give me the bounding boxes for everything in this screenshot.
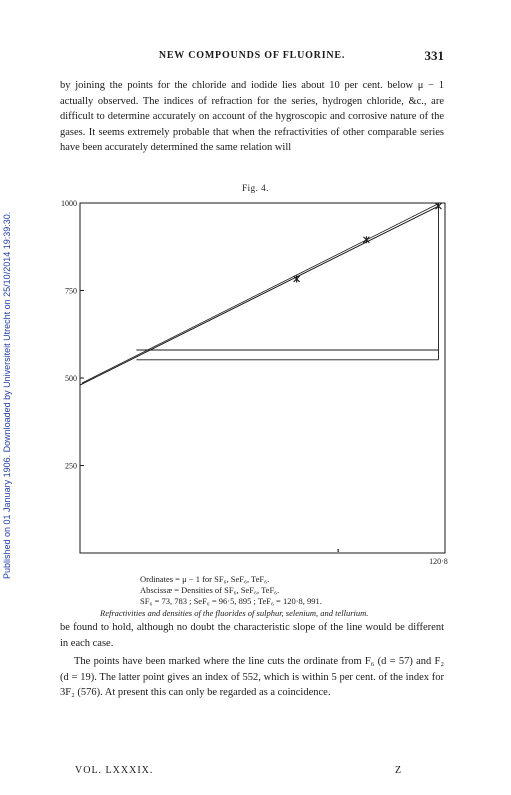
page-header — [60, 50, 444, 68]
x-tick-label: 120·8 — [429, 557, 448, 566]
figure-chart — [55, 195, 455, 575]
plot-frame — [80, 203, 445, 553]
data-point-marker — [363, 236, 369, 243]
page-number: 331 — [424, 48, 444, 63]
data-point-marker — [435, 203, 441, 210]
paragraph-bottom: The points have been marked where the line cuts the ordinate from F₆ (d = 57) and F₂ (d = 19). The latter point gives an index of 552, which is within 5 per cent. of the index for 3F₂ (576). At present this can only be regarded as a coincidence. — [60, 656, 444, 698]
y-tick-label: 750 — [65, 286, 77, 296]
running-title: NEW COMPOUNDS OF FLUORINE. — [158, 50, 346, 61]
data-point-marker — [294, 275, 300, 282]
figure-label: Fig. 4. — [242, 183, 269, 193]
y-tick-label: 500 — [65, 374, 77, 383]
paragraph-top: by joining the points for the chloride and iodide lies about 10 per cent. below μ − 1 actually observed. The indices of refraction for the series, hydrogen chloride, &c., are difficult to determine accurately on account of the hygroscopic and corrosive nature of the gases. It seems extremely probable that when the refractivities of other comparable series have been accurately determined the same relation will — [60, 80, 444, 153]
y-tick-label: 250 — [65, 461, 77, 471]
series-line-double — [82, 204, 438, 383]
caption-values: SF₆ = 73, 783 ; SeF₆ = 96·5, 895 ; TeF₆ = 120·8, 991. — [140, 596, 322, 606]
y-tick-label: 1000 — [61, 199, 77, 208]
caption-ordinates: Ordinates = μ − 1 for SF₆, SeF₆, TeF₆. — [140, 574, 270, 584]
signature-mark: Z — [395, 765, 402, 776]
series-line — [80, 206, 438, 385]
paragraph-middle: be found to hold, although no doubt the characteristic slope of the line would be different in each case. — [60, 622, 444, 649]
download-side-note: Published on 01 January 1906. Downloaded by Universiteit Utrecht on 25/10/2014 19:39:30. — [2, 211, 12, 579]
volume-footer: VOL. LXXXIX. — [75, 765, 154, 776]
caption-abscissae: Abscissæ = Densities of SF₆, SeF₆, TeF₆. — [140, 585, 280, 595]
caption-description: Refractivities and densities of the fluorides of sulphur, selenium, and tellurium. — [100, 608, 369, 618]
